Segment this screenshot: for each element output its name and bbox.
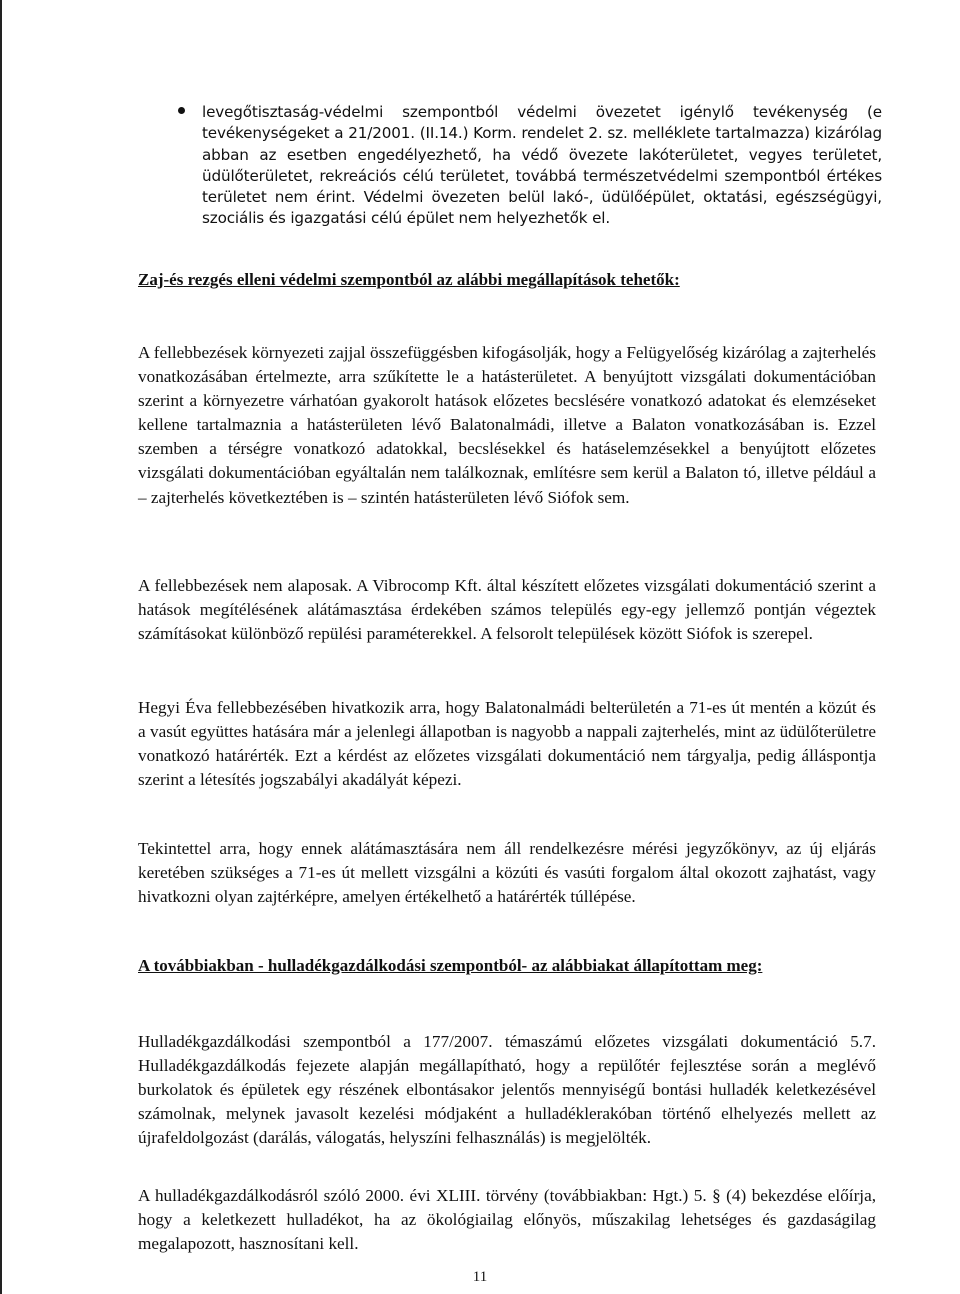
paragraph-waste-documentation: Hulladékgazdálkodási szempontból a 177/2007. témaszámú előzetes vizsgálati dokumentáció 5.7. Hulladékgazdálkodás fejezete alapján megállapítható, hogy a repülőtér fejlesztése során a meglévő burkolatok és épületek egy részének elbontásakor jelentős mennyiségű bontási hulladék keletkezésével számolnak, melynek javasolt kezelési módjaként a hulladéklerakóban történő elhelyezés mellett az újrafeldolgozást (darálás, válogatás, helyszíni felhasználás) is megjelölték. (138, 1032, 876, 1148)
paragraph-appeals-unfounded: A fellebbezések nem alaposak. A Vibrocomp Kft. által készített előzetes vizsgálati dokumentáció szerint a hatások megítélésének alátámasztása érdekében számos település egy-egy jellemző pontján végeztek számításokat különböző repülési paraméterekkel. A felsorolt települések között Siófok is szerepel. (138, 576, 876, 644)
bullet-text: levegőtisztaság-védelmi szempontból védelmi övezetet igénylő tevékenység (e tevékenységeket a 21/2001. (II.14.) Korm. rendelet 2. sz. melléklete tartalmazza) kizárólag abban az esetben engedélyezhető, ha védő övezete lakóterületet, vegyes területet, üdülőterületet, rekreációs célú területet, továbbá természetvédelmi szempontból értékes területet nem érint. Védelmi övezeten belül lakó-, üdülőépület, oktatási, egészségügyi, szociális és igazgatási célú épület nem helyezhetők el. (202, 103, 882, 228)
bullet-list-item (138, 102, 882, 230)
paragraph-waste-law: A hulladékgazdálkodásról szóló 2000. évi XLIII. törvény (továbbiakban: Hgt.) 5. § (4) bekezdése előírja, hogy a keletkezett hulladékot, ha az ökológiailag előnyös, műszakilag lehetséges és gazdaságilag megalapozott, hasznosítani kell. (138, 1186, 876, 1254)
paragraph-measurement-report: Tekintettel arra, hogy ennek alátámasztására nem áll rendelkezésre mérési jegyzőkönyv, az új eljárás keretében szükséges a 71-es út mellett vizsgálni a közúti és vasúti forgalom által okozott zajhatást, vagy hivatkozni olyan zajtérképre, amelyen értékelhető a határérték túllépése. (138, 839, 876, 907)
paragraph-appeals-noise: A fellebbezések környezeti zajjal összefüggésben kifogásolják, hogy a Felügyelőség kizárólag a zajterhelés vonatkozásában értelmezte, arra szűkítette le a hatásterületet. A benyújtott vizsgálati dokumentációban szerint a környezetre várhatóan gyakorolt hatások előzetes becslésére vonatkozó adatokat és elemzéseket kellene tartalmaznia a hatásterületen lévő Balatonalmádi, illetve a Balaton vonatkozásában is. Ezzel szemben a térségre vonatkozó adatokkal, becslésekkel és hatáselemzésekkel a benyújtott előzetes vizsgálati dokumentációban egyáltalán nem találkoznak, említésre sem kerül a Balaton tó, illetve például a – zajterhelés következtében is – szintén hatásterületen lévő Siófok sem. (138, 343, 876, 507)
paragraph-hegyi-eva: Hegyi Éva fellebbezésében hivatkozik arra, hogy Balatonalmádi belterületén a 71-es út mentén a közút és a vasút együttes hatására már a jelenlegi állapotban is nagyobb a nappali zajterhelés, mint az üdülőterületre vonatkozó határérték. Ezt a kérdést az előzetes vizsgálati dokumentáció nem tárgyalja, pedig álláspontja szerint a létesítés jogszabályi akadályát képezi. (138, 698, 876, 790)
heading-noise-vibration: Zaj-és rezgés elleni védelmi szempontból az alábbi megállapítások tehetők: (138, 270, 680, 289)
heading-waste-management: A továbbiakban - hulladékgazdálkodási szempontból- az alábbiakat állapítottam meg: (138, 956, 763, 975)
bullet-paragraph (138, 102, 882, 230)
page-number: 11 (472, 1269, 488, 1285)
